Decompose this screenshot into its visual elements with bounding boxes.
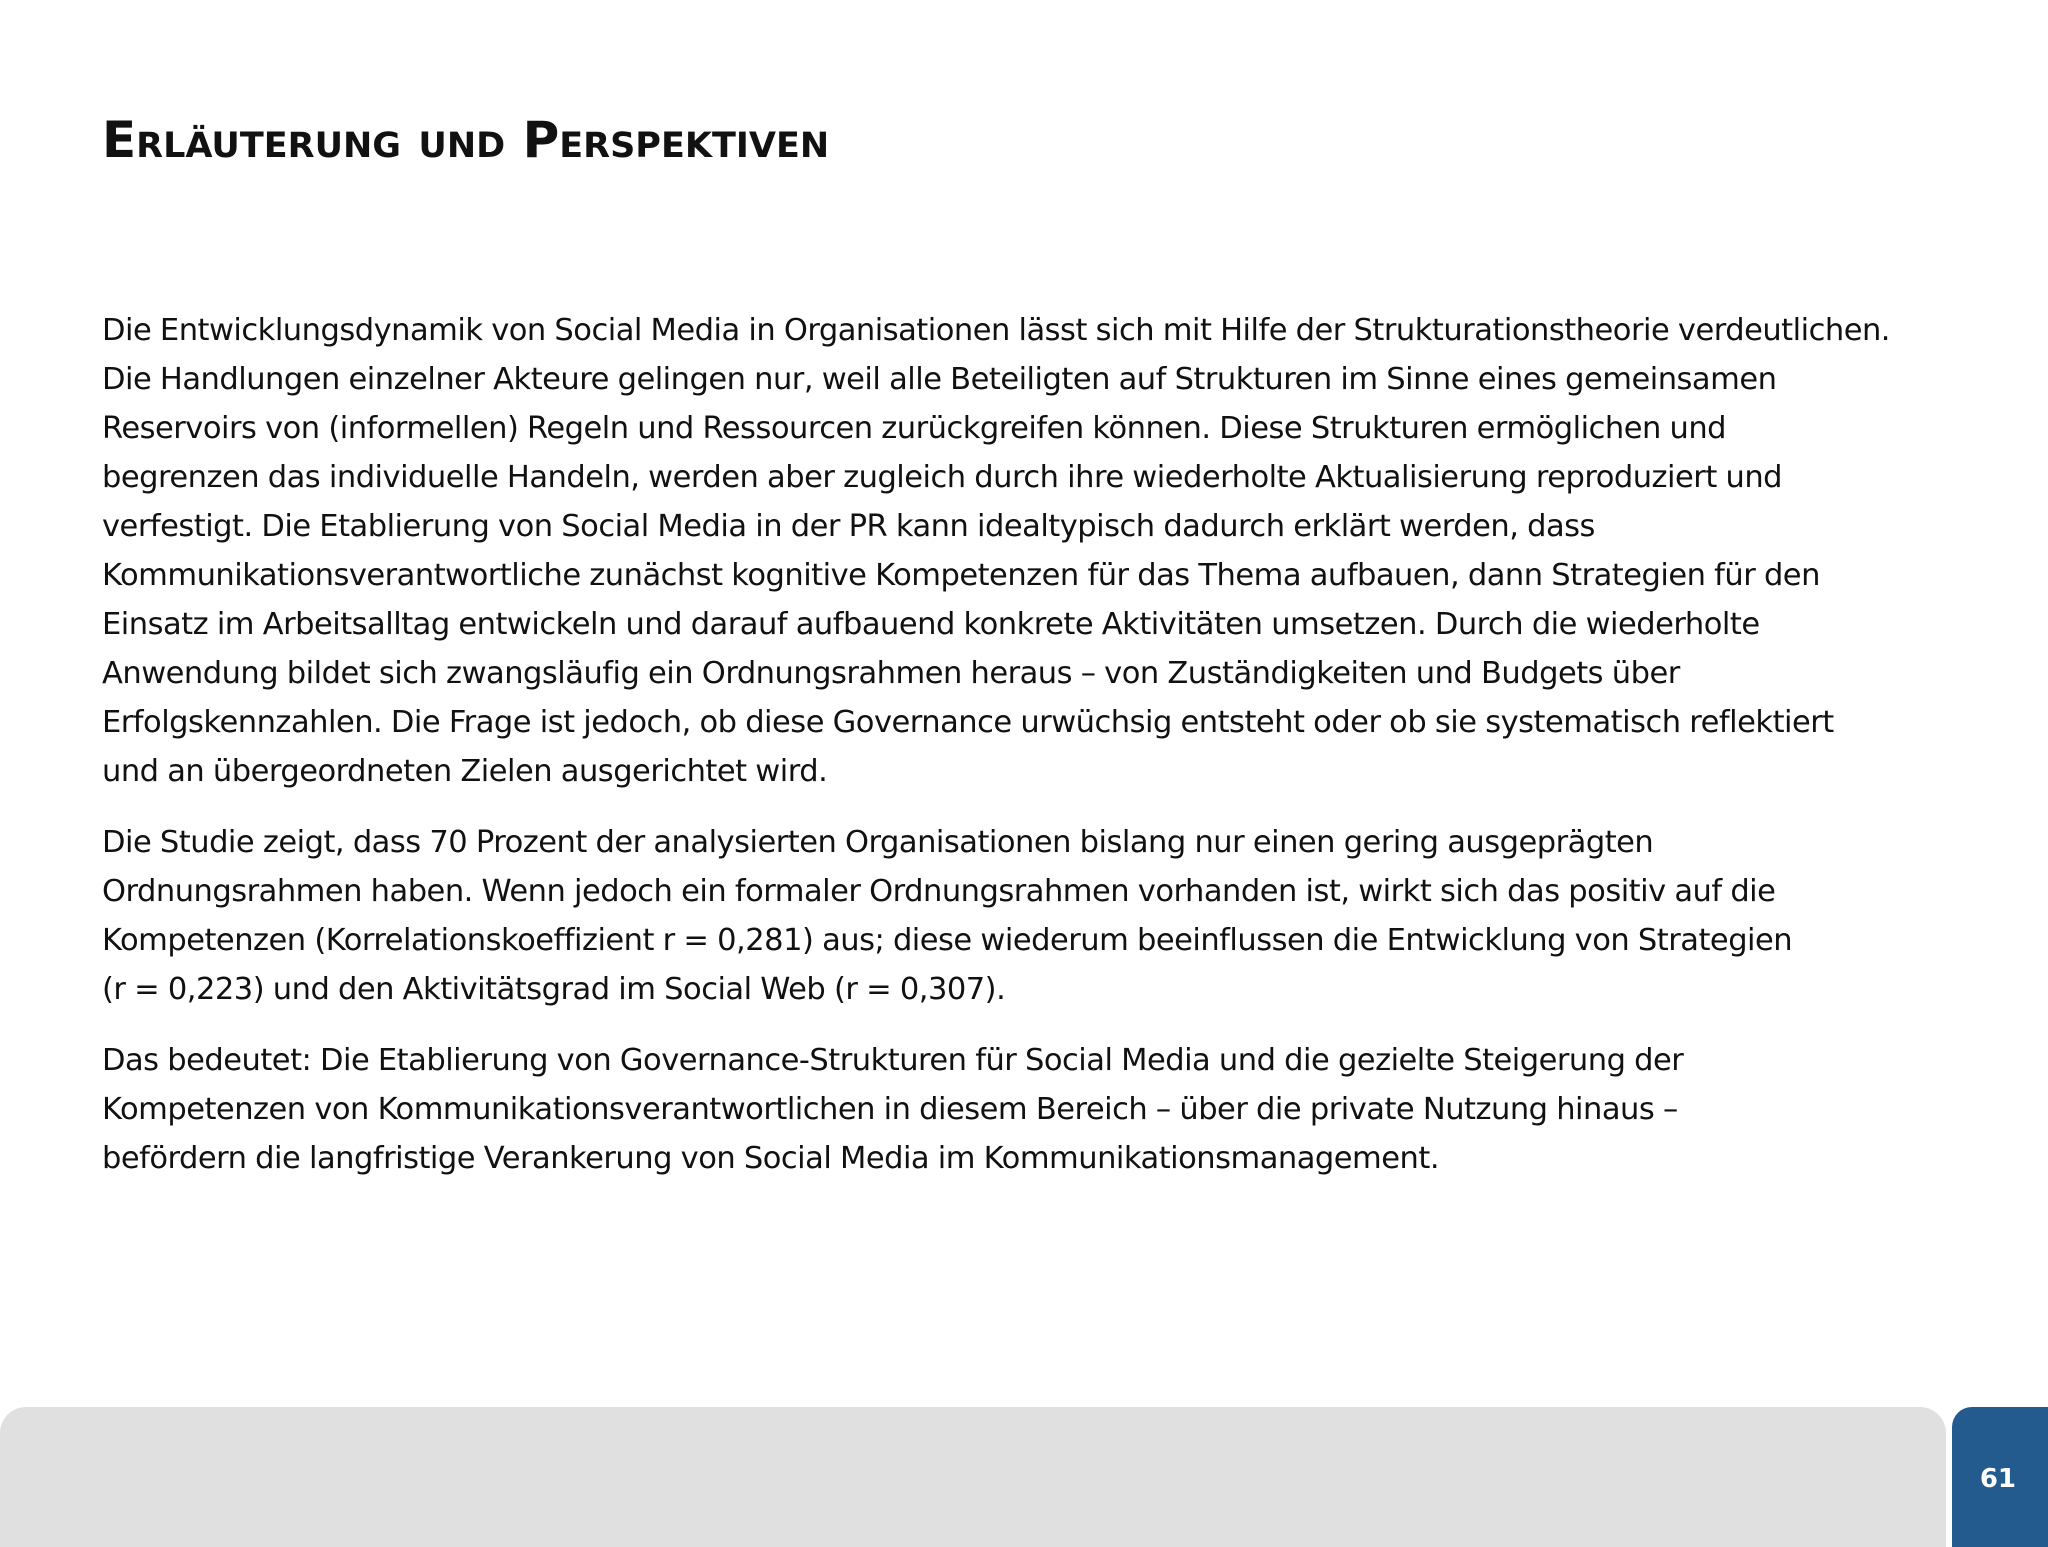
paragraph-conclusion [102, 1036, 1982, 1183]
text-line: (r = 0,223) und den Aktivitätsgrad im Social Web (r = 0,307). [102, 972, 1006, 1007]
text-line: Kompetenzen von Kommunikationsverantwortlichen in diesem Bereich – über die private Nutzung hinaus – [102, 1092, 1678, 1127]
text-line: Kompetenzen (Korrelationskoeffizient r = 0,281) aus; diese wiederum beeinflussen die Entwicklung von Strategien [102, 923, 1793, 958]
text-line: verfestigt. Die Etablierung von Social Media in der PR kann idealtypisch dadurch erklärt werden, dass [102, 509, 1595, 544]
footer-bar [0, 1407, 1946, 1547]
text-line: und an übergeordneten Zielen ausgerichtet wird. [102, 754, 828, 789]
text-line: Die Entwicklungsdynamik von Social Media in Organisationen lässt sich mit Hilfe der Strukturationstheorie verdeutlichen. [102, 313, 1890, 348]
text-line: Ordnungsrahmen haben. Wenn jedoch ein formaler Ordnungsrahmen vorhanden ist, wirkt sich das positiv auf die [102, 874, 1776, 909]
text-line: Die Handlungen einzelner Akteure gelingen nur, weil alle Beteiligten auf Strukturen im Sinne eines gemeinsamen [102, 362, 1777, 397]
text-line: Das bedeutet: Die Etablierung von Governance-Strukturen für Social Media und die gezielte Steigerung der [102, 1043, 1684, 1078]
body-text [102, 306, 1982, 1183]
text-line: befördern die langfristige Verankerung von Social Media im Kommunikationsmanagement. [102, 1141, 1440, 1176]
page-title: Erläuterung und Perspektiven [102, 111, 830, 169]
text-line: Kommunikationsverantwortliche zunächst kognitive Kompetenzen für das Thema aufbauen, dann Strategien für den [102, 558, 1820, 593]
page-number-box [1952, 1407, 2048, 1547]
text-line: Reservoirs von (informellen) Regeln und Ressourcen zurückgreifen können. Diese Strukturen ermöglichen und [102, 411, 1727, 446]
text-line: Erfolgskennzahlen. Die Frage ist jedoch, ob diese Governance urwüchsig entsteht oder ob sie systematisch reflektiert [102, 705, 1834, 740]
text-line: Einsatz im Arbeitsalltag entwickeln und darauf aufbauend konkrete Aktivitäten umsetzen. Durch die wiederholte [102, 607, 1760, 642]
text-line: Anwendung bildet sich zwangsläufig ein Ordnungsrahmen heraus – von Zuständigkeiten und Budgets über [102, 656, 1680, 691]
paragraph-study-results [102, 818, 1982, 1014]
text-line: begrenzen das individuelle Handeln, werden aber zugleich durch ihre wiederholte Aktualisierung reproduziert und [102, 460, 1783, 495]
paragraph-structuration-theory [102, 306, 1982, 796]
page-number: 61 [1979, 1464, 2016, 1494]
text-line: Die Studie zeigt, dass 70 Prozent der analysierten Organisationen bislang nur einen gering ausgeprägten [102, 825, 1654, 860]
